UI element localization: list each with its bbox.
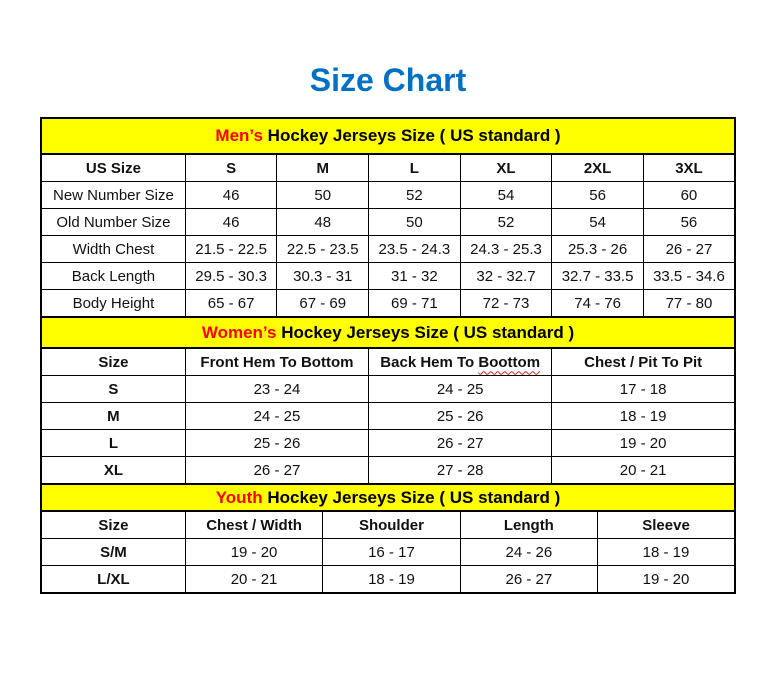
column-header: M: [277, 154, 369, 182]
mens-size-table: [40, 153, 736, 318]
row-label: Width Chest: [41, 236, 185, 263]
table-cell: 32.7 - 33.5: [552, 263, 644, 290]
column-header: Length: [460, 511, 597, 539]
table-cell: 56: [552, 182, 644, 209]
table-cell: 69 - 71: [369, 290, 461, 318]
table-cell: 67 - 69: [277, 290, 369, 318]
table-row: [41, 209, 735, 236]
table-cell: 27 - 28: [369, 457, 552, 485]
womens-heading-text: Hockey Jerseys Size ( US standard ): [276, 322, 575, 342]
table-cell: 20 - 21: [552, 457, 735, 485]
table-cell: 22.5 - 23.5: [277, 236, 369, 263]
table-cell: 74 - 76: [552, 290, 644, 318]
table-row: [41, 566, 735, 594]
table-cell: 56: [643, 209, 735, 236]
table-row: [41, 290, 735, 318]
row-label: Back Length: [41, 263, 185, 290]
table-cell: 32 - 32.7: [460, 263, 552, 290]
table-cell: 29.5 - 30.3: [185, 263, 277, 290]
table-cell: 46: [185, 209, 277, 236]
row-label: M: [41, 403, 185, 430]
table-cell: 19 - 20: [552, 430, 735, 457]
table-cell: 31 - 32: [369, 263, 461, 290]
table-cell: 26 - 27: [643, 236, 735, 263]
table-cell: 25.3 - 26: [552, 236, 644, 263]
row-label: S: [41, 376, 185, 403]
column-header: Chest / Width: [185, 511, 322, 539]
table-row: [41, 430, 735, 457]
row-label: Body Height: [41, 290, 185, 318]
table-cell: 30.3 - 31: [277, 263, 369, 290]
table-cell: 18 - 19: [323, 566, 460, 594]
youth-heading-text: Hockey Jerseys Size ( US standard ): [262, 487, 561, 507]
table-cell: 18 - 19: [552, 403, 735, 430]
table-cell: 18 - 19: [598, 539, 735, 566]
column-header: Size: [41, 511, 185, 539]
table-cell: 33.5 - 34.6: [643, 263, 735, 290]
table-cell: 25 - 26: [369, 403, 552, 430]
table-cell: 52: [369, 182, 461, 209]
column-header: L: [369, 154, 461, 182]
table-cell: 26 - 27: [460, 566, 597, 594]
table-cell: 19 - 20: [598, 566, 735, 594]
table-cell: 26 - 27: [369, 430, 552, 457]
table-cell: 72 - 73: [460, 290, 552, 318]
row-label: Old Number Size: [41, 209, 185, 236]
page-title: Size Chart: [309, 62, 467, 98]
column-header: Size: [41, 348, 185, 376]
table-cell: 77 - 80: [643, 290, 735, 318]
womens-header-row: [41, 348, 735, 376]
table-cell: 19 - 20: [185, 539, 322, 566]
table-row: [41, 182, 735, 209]
row-label: L: [41, 430, 185, 457]
table-cell: 20 - 21: [185, 566, 322, 594]
table-cell: 46: [185, 182, 277, 209]
womens-size-table: [40, 347, 736, 485]
table-row: [41, 539, 735, 566]
row-label: XL: [41, 457, 185, 485]
column-header: US Size: [41, 154, 185, 182]
table-cell: 23.5 - 24.3: [369, 236, 461, 263]
table-cell: 24.3 - 25.3: [460, 236, 552, 263]
youth-section-header: [40, 483, 736, 512]
table-cell: 54: [552, 209, 644, 236]
table-cell: 24 - 26: [460, 539, 597, 566]
column-header: Chest / Pit To Pit: [552, 348, 735, 376]
mens-accent-label: Men’s: [215, 126, 263, 145]
column-header-misspelled: [369, 348, 552, 376]
column-header: S: [185, 154, 277, 182]
table-cell: 26 - 27: [185, 457, 368, 485]
column-header: Sleeve: [598, 511, 735, 539]
table-cell: 25 - 26: [185, 430, 368, 457]
table-row: [41, 403, 735, 430]
mens-section-header: [40, 117, 736, 155]
table-cell: 24 - 25: [185, 403, 368, 430]
row-label: S/M: [41, 539, 185, 566]
table-cell: 50: [277, 182, 369, 209]
youth-accent-label: Youth: [215, 487, 263, 507]
size-chart-stack: [40, 117, 736, 594]
mens-header-row: [41, 154, 735, 182]
table-row: [41, 376, 735, 403]
table-row: [41, 236, 735, 263]
table-cell: 60: [643, 182, 735, 209]
misspelled-prefix: Back Hem To: [380, 353, 479, 371]
column-header: 3XL: [643, 154, 735, 182]
table-cell: 23 - 24: [185, 376, 368, 403]
table-cell: 17 - 18: [552, 376, 735, 403]
row-label: New Number Size: [41, 182, 185, 209]
column-header: 2XL: [552, 154, 644, 182]
youth-header-row: [41, 511, 735, 539]
table-cell: 54: [460, 182, 552, 209]
womens-accent-label: Women’s: [201, 322, 277, 342]
table-row: [41, 457, 735, 485]
misspelled-word: Boottom: [478, 353, 541, 371]
womens-section-header: [40, 316, 736, 349]
table-cell: 21.5 - 22.5: [185, 236, 277, 263]
table-row: [41, 263, 735, 290]
column-header: Front Hem To Bottom: [185, 348, 368, 376]
row-label: L/XL: [41, 566, 185, 594]
table-cell: 48: [277, 209, 369, 236]
column-header: Shoulder: [323, 511, 460, 539]
column-header: XL: [460, 154, 552, 182]
table-cell: 16 - 17: [323, 539, 460, 566]
table-cell: 50: [369, 209, 461, 236]
mens-heading-text: Hockey Jerseys Size ( US standard ): [262, 126, 561, 145]
table-cell: 65 - 67: [185, 290, 277, 318]
table-cell: 52: [460, 209, 552, 236]
table-cell: 24 - 25: [369, 376, 552, 403]
youth-size-table: [40, 510, 736, 594]
